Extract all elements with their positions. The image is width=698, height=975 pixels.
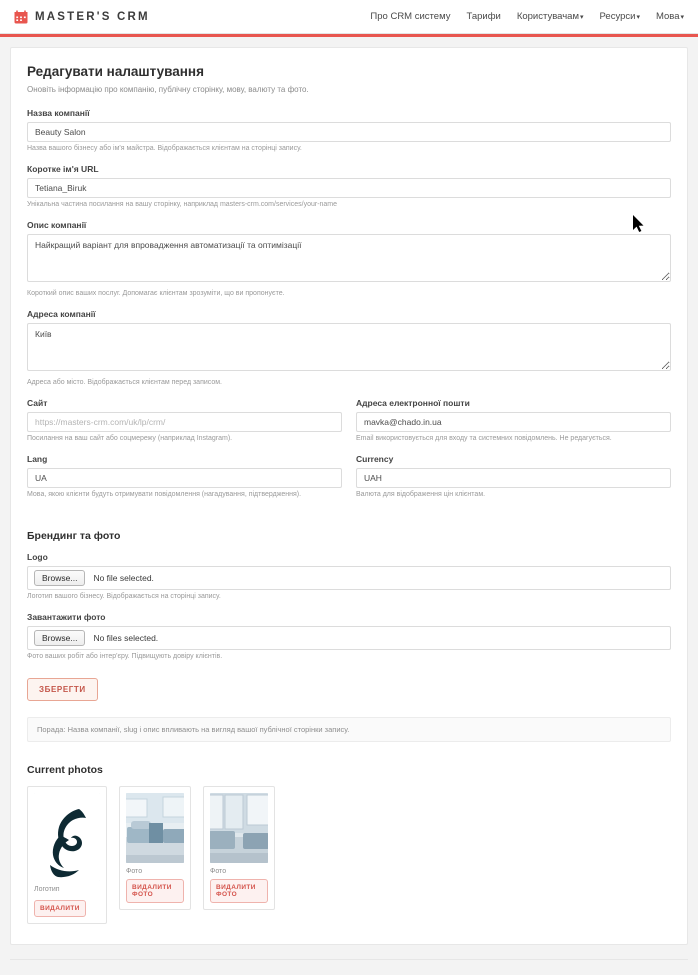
delete-photo-button-1[interactable]: ВИДАЛИТИ ФОТО: [126, 879, 184, 903]
nav-users[interactable]: [517, 11, 584, 22]
photo-card-1: [119, 786, 191, 910]
chevron-down-icon: ▾: [636, 14, 640, 21]
logo-thumbnail: [34, 793, 100, 881]
current-photos-title: Current photos: [27, 764, 103, 776]
delete-logo-button[interactable]: ВИДАЛИТИ: [34, 900, 86, 917]
currency-label: Currency: [356, 454, 394, 464]
calendar-icon: [14, 10, 28, 24]
description-hint: Короткий опис ваших послуг. Допомагає клієнтам зрозуміти, що ви пропонуєте.: [27, 290, 285, 297]
save-button[interactable]: ЗБЕРЕГТИ: [27, 678, 98, 701]
field-description: [27, 220, 671, 297]
accent-divider: [0, 34, 698, 37]
nav-links: [370, 11, 684, 22]
description-label: Опис компанії: [27, 220, 87, 230]
photo-thumbnail-1: [126, 793, 184, 863]
field-site: [27, 398, 342, 442]
brand-logo[interactable]: [14, 10, 150, 24]
field-photos-upload: [27, 612, 671, 660]
logo-file-status: No file selected.: [93, 573, 154, 583]
brand-text: MASTER'S CRM: [35, 10, 150, 23]
field-lang: [27, 454, 342, 498]
photo-caption-1: Фото: [126, 868, 143, 875]
delete-photo-button-2[interactable]: ВИДАЛИТИ ФОТО: [210, 879, 268, 903]
email-input[interactable]: [356, 412, 671, 432]
nav-resources[interactable]: [600, 11, 640, 22]
photos-hint: Фото ваших робіт або інтер'єру. Підвищують довіру клієнтів.: [27, 653, 223, 660]
logo-hint: Логотип вашого бізнесу. Відображається на сторінці запису.: [27, 593, 221, 600]
lang-hint: Мова, якою клієнти будуть отримувати повідомлення (нагадування, підтвердження).: [27, 491, 302, 498]
lang-label: Lang: [27, 454, 48, 464]
photos-file-input[interactable]: [27, 626, 671, 650]
company-name-hint: Назва вашого бізнесу або ім'я майстра. Відображається клієнтам на сторінці запису.: [27, 145, 302, 152]
nav-users-label: Користувачам: [516, 11, 579, 22]
field-address: [27, 309, 671, 386]
photos-browse-button[interactable]: Browse...: [34, 630, 85, 646]
nav-pricing[interactable]: [466, 11, 500, 22]
logo-caption: Логотип: [34, 886, 60, 893]
email-label: Адреса електронної пошти: [356, 398, 470, 408]
field-company-name: [27, 108, 671, 152]
short-url-hint: Унікальна частина посилання на вашу сторінку, наприклад masters-crm.com/services/your-name: [27, 201, 338, 208]
row-lang-currency: [27, 454, 671, 510]
description-textarea[interactable]: [27, 234, 671, 282]
chevron-down-icon: ▾: [680, 14, 684, 21]
field-currency: [356, 454, 671, 498]
logo-label: Logo: [27, 552, 48, 562]
company-name-input[interactable]: [27, 122, 671, 142]
currency-hint: Валюта для відображення цін клієнтам.: [356, 491, 486, 498]
photo-card-logo: [27, 786, 107, 924]
currency-input[interactable]: [356, 468, 671, 488]
photo-caption-2: Фото: [210, 868, 227, 875]
company-name-label: Назва компанії: [27, 108, 90, 118]
page-subtitle: Оновіть інформацію про компанію, публічну сторінку, мову, валюту та фото.: [27, 85, 309, 94]
short-url-label: Коротке ім'я URL: [27, 164, 99, 174]
site-hint: Посилання на ваш сайт або соцмережу (наприклад Instagram).: [27, 435, 233, 442]
address-hint: Адреса або місто. Відображається клієнтам перед записом.: [27, 379, 223, 386]
photos-file-status: No files selected.: [93, 633, 159, 643]
tip-box: Порада: Назва компанії, slug і опис впливають на вигляд вашої публічної сторінки запису.: [27, 717, 671, 742]
top-navbar: [0, 0, 698, 34]
nav-language[interactable]: [656, 11, 684, 22]
page-title: Редагувати налаштування: [27, 64, 204, 79]
current-photos-grid: [27, 786, 671, 924]
nav-language-label: Мова: [655, 11, 680, 22]
field-email: [356, 398, 671, 442]
nav-pricing-label: Тарифи: [466, 11, 501, 22]
row-site-email: [27, 398, 671, 454]
photo-thumbnail-2: [210, 793, 268, 863]
short-url-input[interactable]: [27, 178, 671, 198]
logo-browse-button[interactable]: Browse...: [34, 570, 85, 586]
lang-input[interactable]: [27, 468, 342, 488]
field-logo-upload: [27, 552, 671, 600]
logo-file-input[interactable]: [27, 566, 671, 590]
footer-divider: [10, 959, 688, 975]
field-short-url: [27, 164, 671, 208]
email-hint: Email використовується для входу та системних повідомлень. Не редагується.: [356, 435, 612, 442]
nav-about-label: Про CRM систему: [370, 11, 451, 22]
nav-resources-label: Ресурси: [599, 11, 636, 22]
branding-section-title: Брендинг та фото: [27, 530, 121, 542]
site-input[interactable]: [27, 412, 342, 432]
chevron-down-icon: ▾: [579, 14, 584, 21]
photo-card-2: [203, 786, 275, 910]
photos-label: Завантажити фото: [27, 612, 106, 622]
address-textarea[interactable]: [27, 323, 671, 371]
nav-about[interactable]: [370, 11, 450, 22]
settings-card: [10, 47, 688, 945]
address-label: Адреса компанії: [27, 309, 96, 319]
site-label: Сайт: [27, 398, 48, 408]
